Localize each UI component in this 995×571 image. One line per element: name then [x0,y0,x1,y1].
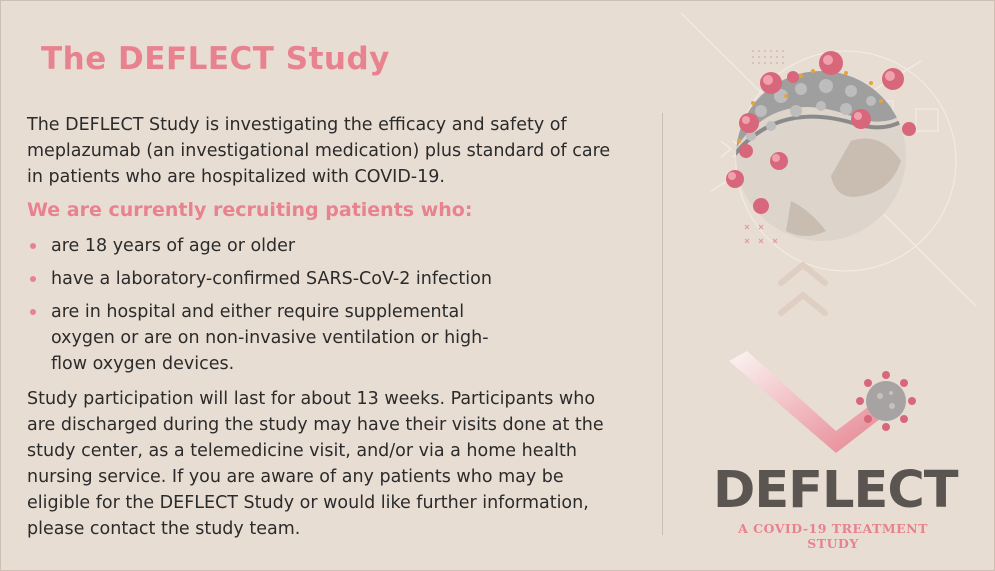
closing-paragraph: Study participation will last for about 13 weeks. Participants who are discharged during the study may have their visits done at the study center, as a telemedicine visit, and/or via a home health nursing service. If you are aware of any patients who may be eligible for the DEFLECT Study or would like further information, please contact the study team. [27,389,604,539]
list-item [27,266,617,292]
list-item [27,299,501,377]
column-divider [662,113,663,535]
criterion-text: are in hospital and either require supplemental oxygen or are on non-invasive ventilation or high-flow oxygen devices. [51,302,489,374]
criteria-list [27,233,617,384]
bullet-icon [30,309,36,315]
list-item [27,233,617,259]
criterion-text: are 18 years of age or older [51,236,296,256]
recruiting-heading: We are currently recruiting patients who: [27,199,473,221]
page-title: The DEFLECT Study [41,41,390,77]
deflect-logo-wordmark: DEFLECT [713,461,958,520]
intro-paragraph: The DEFLECT Study is investigating the efficacy and safety of meplazumab (an investigational medication) plus standard of care in patients who are hospitalized with COVID-19. [27,115,611,187]
bullet-icon [30,243,36,249]
bullet-icon [30,276,36,282]
criterion-text: have a laboratory-confirmed SARS-CoV-2 infection [51,269,492,289]
logo-tagline: A COVID-19 TREATMENT STUDY [738,521,928,551]
